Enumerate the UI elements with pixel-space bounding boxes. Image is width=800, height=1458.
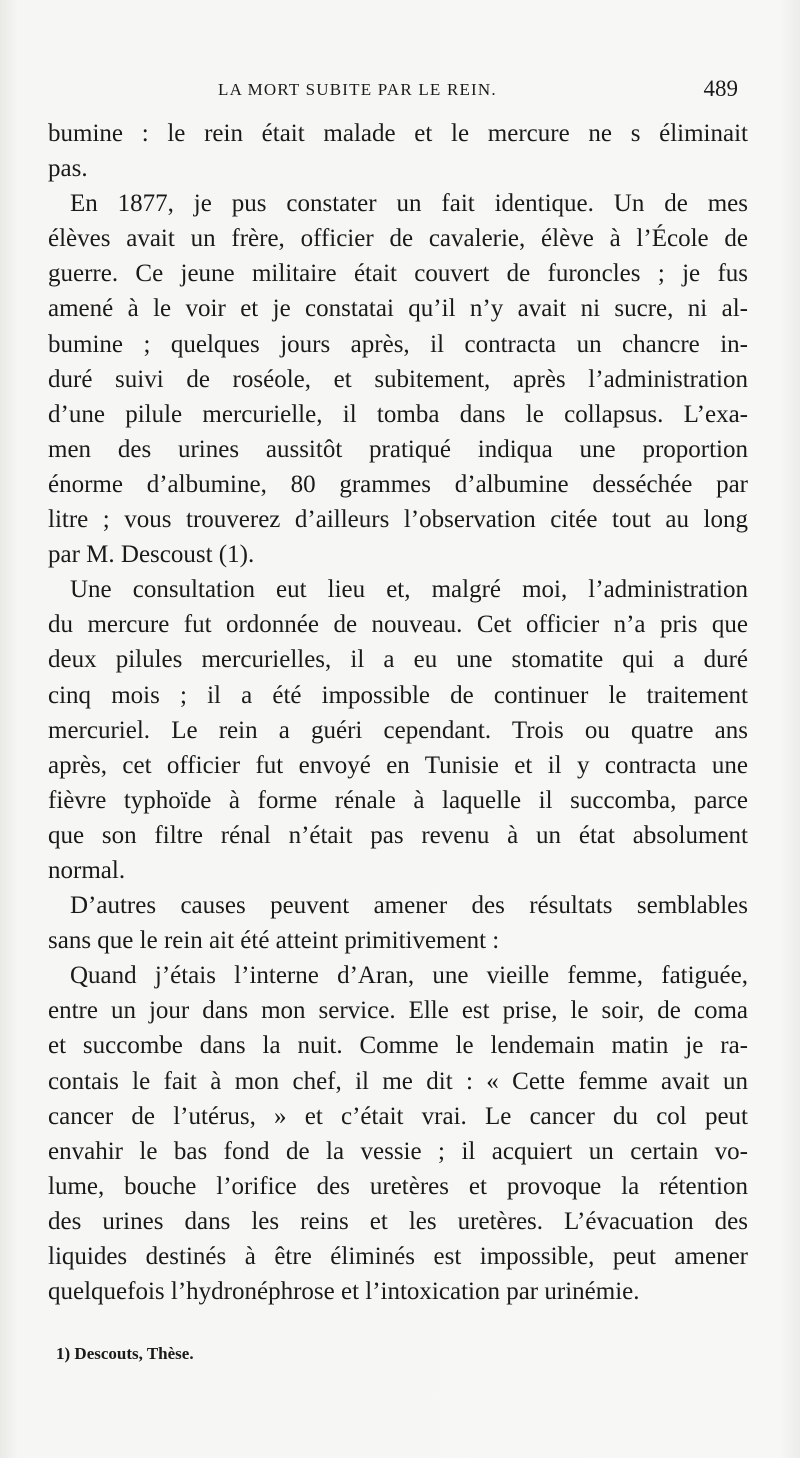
text-line: duré suivi de roséole, et subitement, après l’administration [48,365,748,393]
text-line: normal. [48,856,126,884]
text-line: par M. Descoust (1). [48,541,255,569]
footnote: 1) Descouts, Thèse. [56,1344,194,1363]
text-line: cancer de l’utérus, » et c’était vrai. Le cancer du col peut [48,1102,748,1130]
text-line: cinq mois ; il a été impossible de continuer le traitement [48,681,748,709]
text-line: du mercure fut ordonnée de nouveau. Cet officier n’a pris que [48,611,748,639]
text-line: envahir le bas fond de la vessie ; il acquiert un certain vo- [48,1137,748,1165]
text-line: bumine : le rein était malade et le mercure ne s éliminait [48,120,748,147]
text-line: pas. [48,155,88,183]
text-line: amené à le voir et je constatai qu’il n’y avait ni sucre, ni al- [48,295,748,323]
text-line: Quand j’étais l’interne d’Aran, une vieille femme, fatiguée, [70,962,748,990]
text-line: guerre. Ce jeune militaire était couvert de furoncles ; je fus [48,260,748,288]
text-line: men des urines aussitôt pratiqué indiqua une proportion [48,435,748,463]
text-line: deux pilules mercurielles, il a eu une stomatite qui a duré [48,646,748,674]
text-line: des urines dans les reins et les uretères. L’évacuation des [48,1207,748,1235]
text-line: bumine ; quelques jours après, il contracta un chancre in- [48,330,748,358]
text-line: contais le fait à mon chef, il me dit : « Cette femme avait un [48,1067,748,1095]
text-line: quelquefois l’hydronéphrose et l’intoxication par urinémie. [48,1278,640,1306]
text-line: après, cet officier fut envoyé en Tunisie et il y contracta une [48,751,748,779]
text-line: que son filtre rénal n’était pas revenu à un état absolument [48,821,748,849]
text-line: énorme d’albumine, 80 grammes d’albumine desséchée par [48,470,748,498]
text-line: d’une pilule mercurielle, il tomba dans le collapsus. L’exa- [48,400,748,428]
text-line: Une consultation eut lieu et, malgré moi, l’administration [70,576,748,604]
text-line: sans que le rein ait été atteint primitivement : [48,927,500,955]
text-line: lume, bouche l’orifice des uretères et provoque la rétention [48,1172,748,1200]
text-line: entre un jour dans mon service. Elle est prise, le soir, de coma [48,997,748,1025]
text-line: fièvre typhoïde à forme rénale à laquelle il succomba, parce [48,786,748,814]
text-line: litre ; vous trouverez d’ailleurs l’observation citée tout au long [48,506,748,534]
text-line: D’autres causes peuvent amener des résultats semblables [70,892,748,920]
text-line: et succombe dans la nuit. Comme le lendemain matin je ra- [48,1032,748,1060]
text-line: liquides destinés à être éliminés est impossible, peut amener [48,1243,748,1270]
body-text [48,116,748,1309]
running-head: LA MORT SUBITE PAR LE REIN. [218,80,497,99]
text-line: mercuriel. Le rein a guéri cependant. Trois ou quatre ans [48,716,748,744]
page-number: 489 [703,76,738,101]
page-header [48,76,748,106]
text-line: En 1877, je pus constater un fait identique. Un de mes [70,190,748,218]
text-line: élèves avait un frère, officier de cavalerie, élève à l’École de [48,225,748,253]
